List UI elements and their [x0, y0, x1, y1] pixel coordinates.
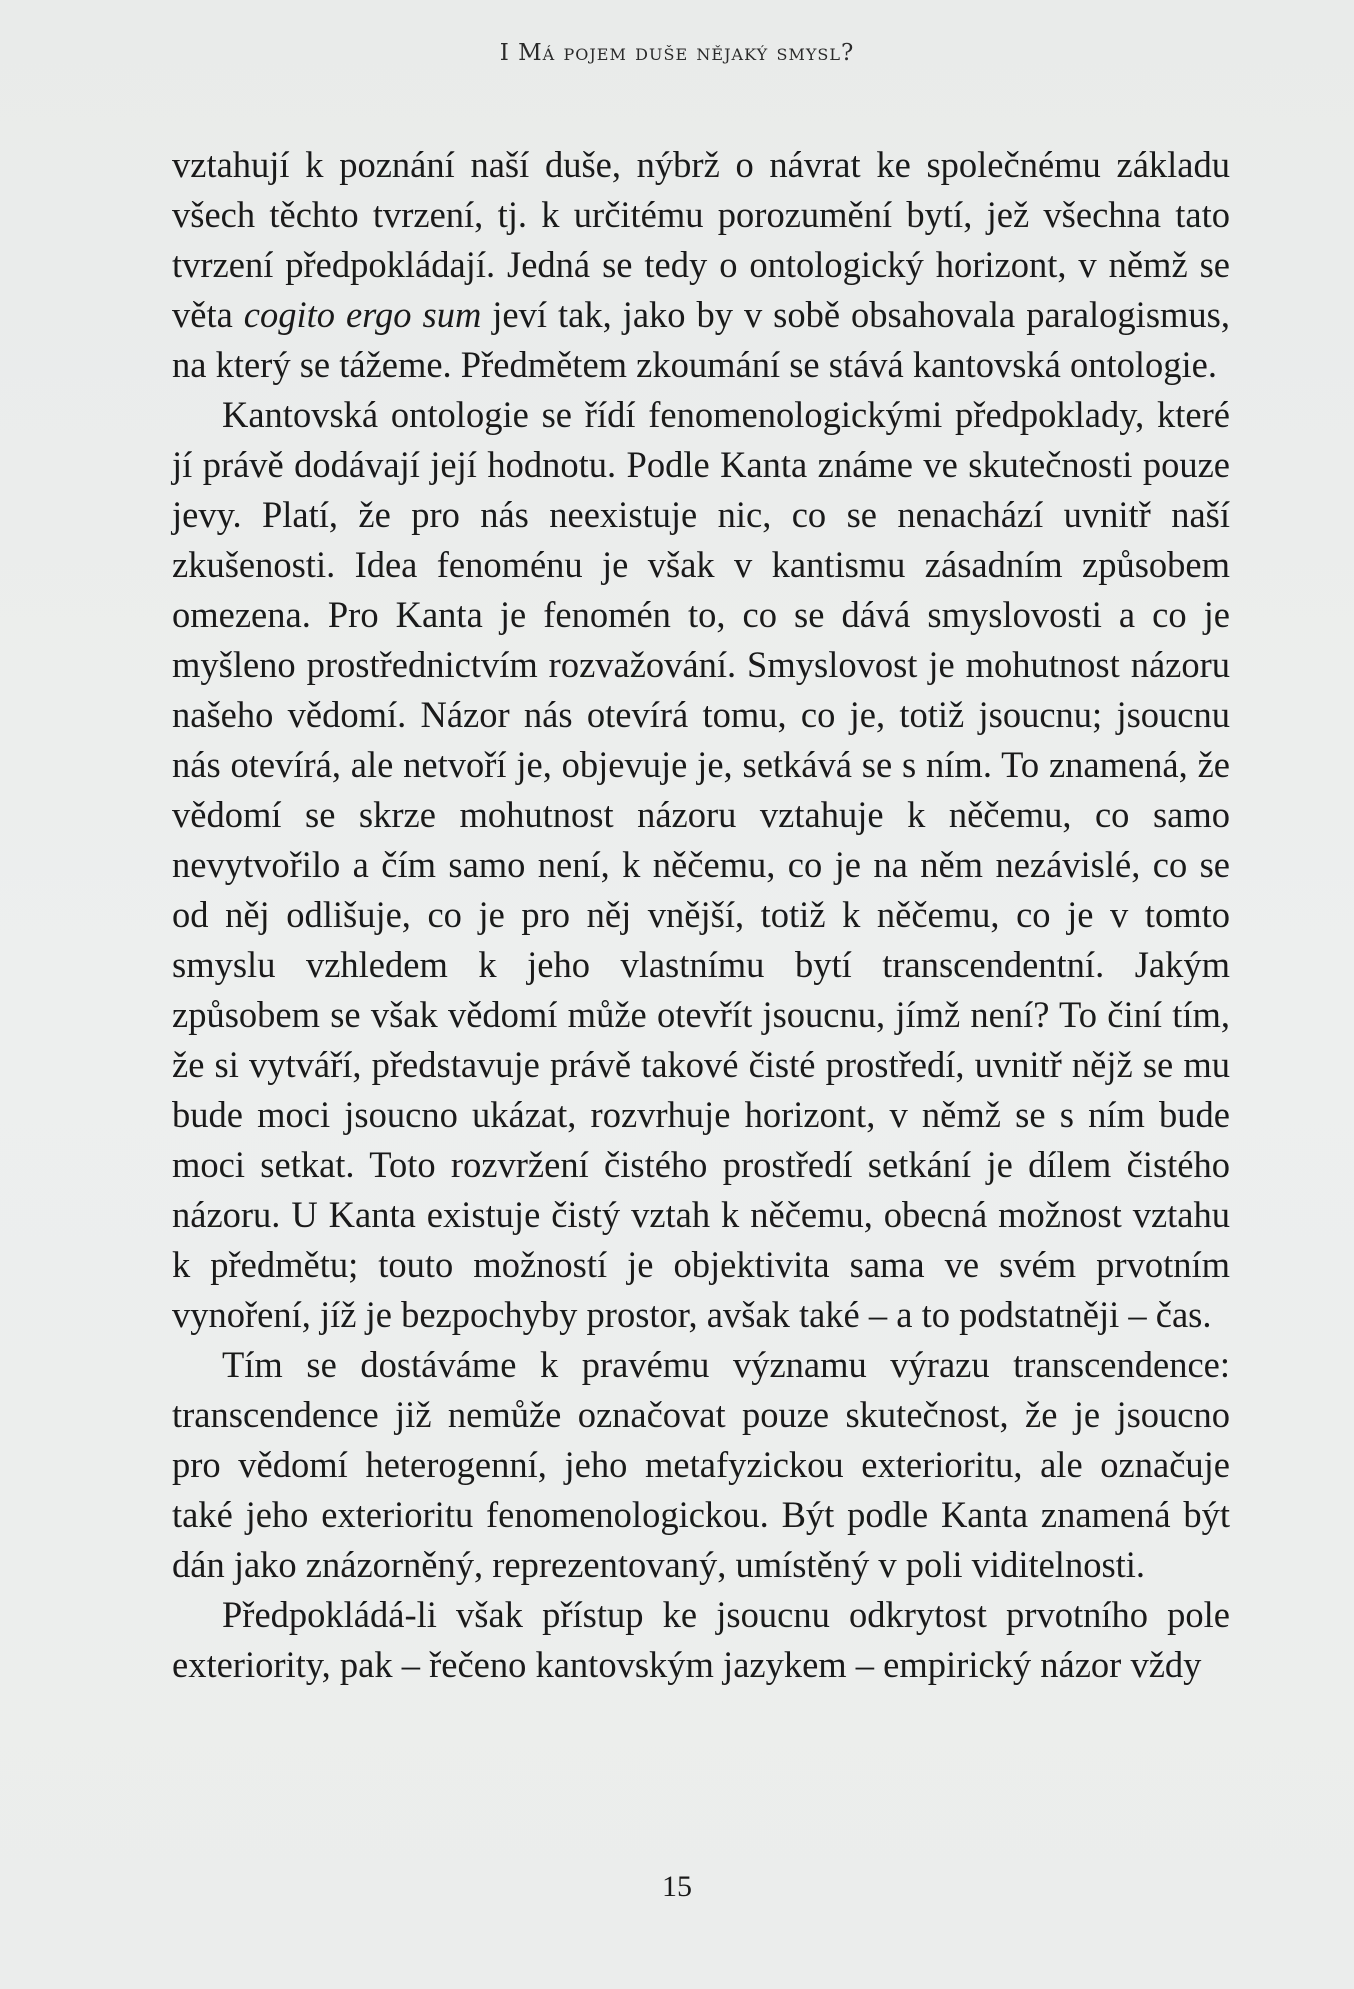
paragraph-2: Kantovská ontologie se řídí fenomenologickými předpoklady, které jí právě dodávají její hodnotu. Podle Kanta známe ve skutečnosti pouze jevy. Platí, že pro nás neexistuje nic, co se nenachází uvnitř naší zkušenosti. Idea fenoménu je však v kantismu zásadním způsobem omezena. Pro Kanta je fenomén to, co se dává smyslovosti a co je myšleno prostřednictvím rozvažování. Smyslovost je mohutnost názoru našeho vědomí. Názor nás otevírá tomu, co je, totiž jsoucnu; jsoucnu nás otevírá, ale netvoří je, objevuje je, setkává se s ním. To znamená, že vědomí se skrze mohutnost názoru vztahuje k něčemu, co samo nevytvořilo a čím samo není, k něčemu, co je na něm nezávislé, co se od něj odlišuje, co je pro něj vnější, totiž k něčemu, co je v tomto smyslu vzhledem k jeho vlastnímu bytí transcendentní. Jakým způsobem se však vědomí může otevřít jsoucnu, jímž není? To činí tím, že si vytváří, představuje právě takové čisté prostředí, uvnitř nějž se mu bude moci jsoucno ukázat, rozvrhuje horizont, v němž se s ním bude moci setkat. Toto rozvržení čistého prostředí setkání je dílem čistého názoru. U Kanta existuje čistý vztah k něčemu, obecná možnost vztahu k předmětu; touto možností je objektivita sama ve svém prvotním vynoření, jíž je bezpochyby prostor, avšak také – a to podstatněji – čas.	[172, 394, 1230, 1335]
body-text	[172, 140, 1230, 1690]
paragraph-1-end: jeví tak, jako by v sobě obsahovala paralogismus, na který se tážeme. Předmětem zkoumání se stává kantovská ontologie.	[172, 294, 1230, 385]
running-head: I Má pojem duše nějaký smysl?	[499, 40, 855, 66]
italic-phrase: cogito ergo sum	[243, 294, 482, 335]
paragraph-4: Předpokládá-li však přístup ke jsoucnu odkrytost prvotního pole exteriority, pak – řečeno kantovským jazykem – empirický názor vždy	[172, 1594, 1230, 1685]
page-number: 15	[662, 1870, 692, 1903]
paragraph-1-start: vztahují k poznání naší duše, nýbrž o návrat ke společnému základu všech těchto tvrzení, tj. k určitému porozumění bytí, jež všechna tato tvrzení předpokládají. Jedná se tedy o ontologický horizont, v němž se věta	[172, 144, 1230, 335]
paragraph-1	[172, 140, 1230, 390]
paragraph-3: Tím se dostáváme k pravému významu výrazu transcendence: transcendence již nemůže označovat pouze skutečnost, že je jsoucno pro vědomí heterogenní, jeho metafyzickou exterioritu, ale označuje také jeho exterioritu fenomenologickou. Být podle Kanta znamená být dán jako znázorněný, reprezentovaný, umístěný v poli viditelnosti.	[172, 1344, 1230, 1585]
